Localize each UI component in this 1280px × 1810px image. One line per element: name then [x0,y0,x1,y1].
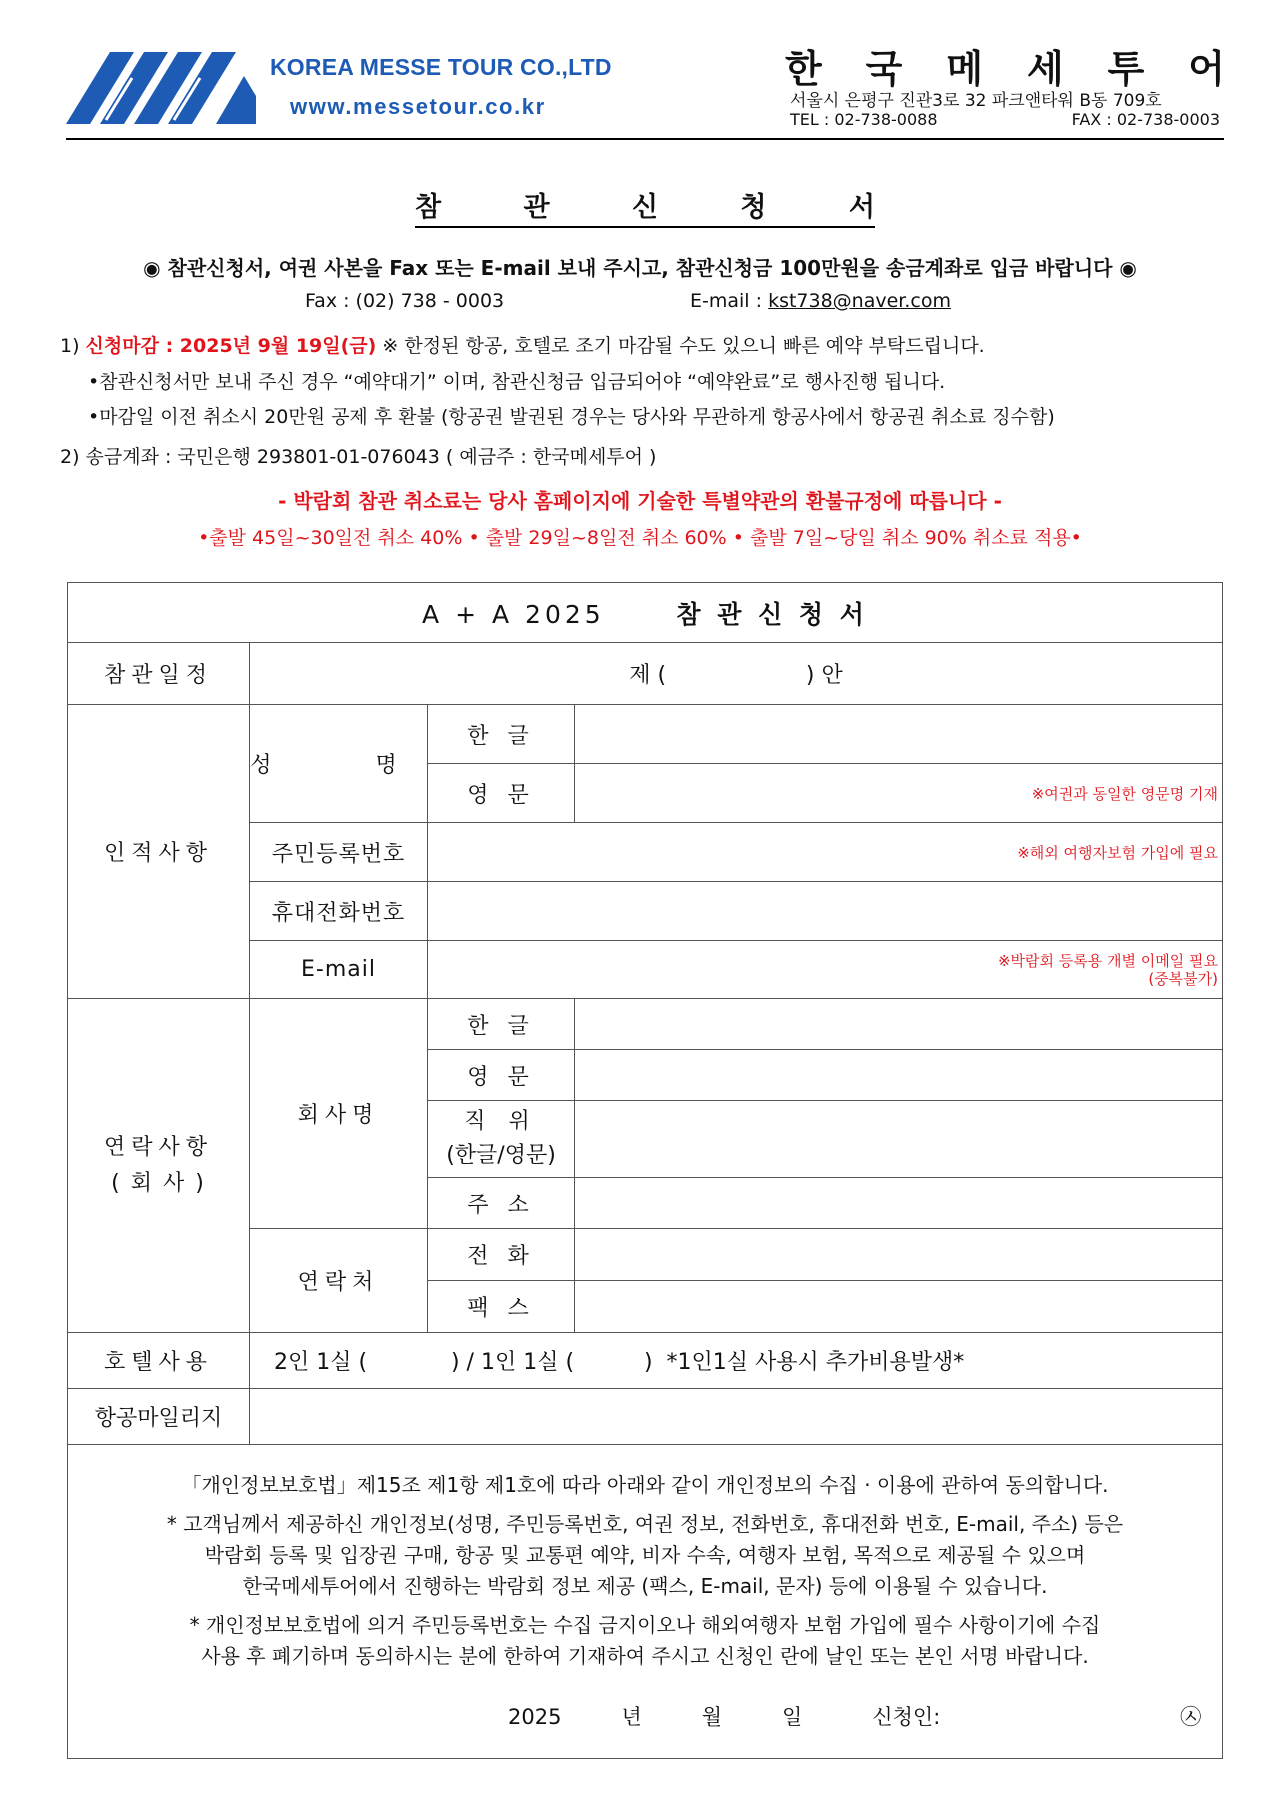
phone-label: 전 화 [428,1229,575,1281]
mobile-label: 휴대전화번호 [250,882,428,941]
cancel-policy-rates: •출발 45일~30일전 취소 40% • 출발 29일~8일전 취소 60% • 출발 7일~당일 취소 90% 취소료 적용• [198,527,1082,549]
form-title: A + A 2025 참 관 신 청 서 [68,583,1223,643]
english-name-note: ※여권과 동일한 영문명 기재 [1031,784,1218,803]
company-name-en: KOREA MESSE TOUR CO.,LTD [270,54,612,80]
notice-fax: Fax : (02) 738 - 0003 [305,290,505,312]
deadline: 신청마감 : 2025년 9월 19일(금) [85,335,377,357]
hotel-label: 호텔사용 [68,1333,250,1389]
company-name-ko: 한 국 메 세 투 어 [785,47,1225,91]
notice-item-1: 1) 신청마감 : 2025년 9월 19일(금) ※ 한정된 항공, 호텔로 조기 마감될 수도 있으니 빠른 예약 부탁드립니다. [60,335,985,357]
company-english-field[interactable] [575,1050,1223,1101]
notice-bullet-2: •마감일 이전 취소시 20만원 공제 후 환불 (항공권 발권된 경우는 당사와 무관하게 항공사에서 항공권 취소료 징수함) [88,406,1055,428]
position-label: 직 위 (한글/영문) [428,1101,575,1178]
name-korean-field[interactable] [575,705,1223,764]
fax-field[interactable] [575,1281,1223,1333]
company-fax: FAX : 02-738-0003 [1071,110,1220,129]
company-address: 서울시 은평구 진관3로 32 파크앤타워 B동 709호 [790,91,1162,111]
company-korean-field[interactable] [575,999,1223,1050]
application-form [67,582,1223,1759]
contact-number-label: 연락처 [250,1229,428,1333]
email-link[interactable]: kst738@naver.com [768,290,951,312]
rrn-label: 주민등록번호 [250,823,428,882]
position-field[interactable] [575,1101,1223,1178]
personal-info-label: 인적사항 [68,705,250,999]
schedule-field[interactable]: 제 ( ) 안 [250,643,1223,705]
email-label: E-mail [250,941,428,999]
cancel-policy-title: - 박람회 참관 취소료는 당사 홈페이지에 기술한 특별약관의 환불규정에 따릅니다 - [278,489,1002,513]
schedule-label: 참관일정 [68,643,250,705]
rrn-note: ※해외 여행자보험 가입에 필요 [1017,843,1218,862]
company-address-field[interactable] [575,1178,1223,1229]
applicant-label: 신청인: [872,1705,941,1729]
notice-item-2: 2) 송금계좌 : 국민은행 293801-01-076043 ( 예금주 : 한국메세투어 ) [60,446,657,468]
seal-mark: ㉦ [1180,1705,1202,1729]
header-divider [66,138,1224,140]
rrn-field[interactable] [428,823,1223,882]
notice-intro: ◉ 참관신청서, 여권 사본을 Fax 또는 E-mail 보내 주시고, 참관신청금 100만원을 송금계좌로 입금 바랍니다 ◉ [143,256,1137,280]
hotel-field[interactable]: 2인 1실 ( ) / 1인 1실 ( ) *1인1실 사용시 추가비용발생* [250,1333,1223,1389]
company-name-label: 회사명 [250,999,428,1229]
notice-bullet-1: •참관신청서만 보내 주신 경우 “예약대기” 이며, 참관신청금 입금되어야 “예약완료”로 행사진행 됩니다. [88,371,946,393]
mobile-field[interactable] [428,882,1223,941]
notice-email: E-mail : kst738@naver.com [690,290,951,312]
company-korean-label: 한 글 [428,999,575,1050]
signature-line: 2025 년 월 일 신청인: ㉦ [68,1702,1222,1733]
fax-label: 팩 스 [428,1281,575,1333]
mileage-field[interactable] [250,1389,1223,1445]
company-website: www.messetour.co.kr [290,94,546,119]
company-tel: TEL : 02-738-0088 [790,110,938,129]
email-note: ※박람회 등록용 개별 이메일 필요 [997,951,1218,970]
email-field[interactable] [428,941,1223,999]
privacy-consent: 「개인정보보호법」제15조 제1항 제1호에 따라 아래와 같이 개인정보의 수집 · 이용에 관하여 동의합니다. * 고객님께서 제공하신 개인정보(성명, 주민등록번호, 여권 정보, 전화번호, 휴대전화 번호, E-mail, 주소) 등은 박람회 등록 및 입장권 구매, 항공 및 교통편 예약, 비자 수속, 여행자 보험, 목적으로 제공될 수 있으며 한국메세투어에서 진행하는 박람회 정보 제공 (팩스, E-mail, 문자) 등에 이용될 수 있습니다. * 개인정보보호법에 의거 주민등록번호는 수집 금지이오나 해외여행자 보험 가입에 필수 사항이기에 수집 사용 후 폐기하며 동의하시는 분에 한하여 기재하여 주시고 신청인 란에 날인 또는 본인 서명 바랍니다. 2025 년 월 일 신청인: ㉦ [68,1445,1223,1759]
mileage-label: 항공마일리지 [68,1389,250,1445]
company-english-label: 영 문 [428,1050,575,1101]
email-note-2: (중복불가) [1148,969,1218,988]
name-label: 성 명 [250,705,428,823]
company-logo [66,52,256,124]
company-address-label: 주 소 [428,1178,575,1229]
contact-info-label: 연락사항 ( 회 사 ) [68,999,250,1333]
phone-field[interactable] [575,1229,1223,1281]
name-korean-label: 한 글 [428,705,575,764]
page-title: 참 관 신 청 서 [415,185,875,228]
name-english-label: 영 문 [428,764,575,823]
name-english-field[interactable] [575,764,1223,823]
